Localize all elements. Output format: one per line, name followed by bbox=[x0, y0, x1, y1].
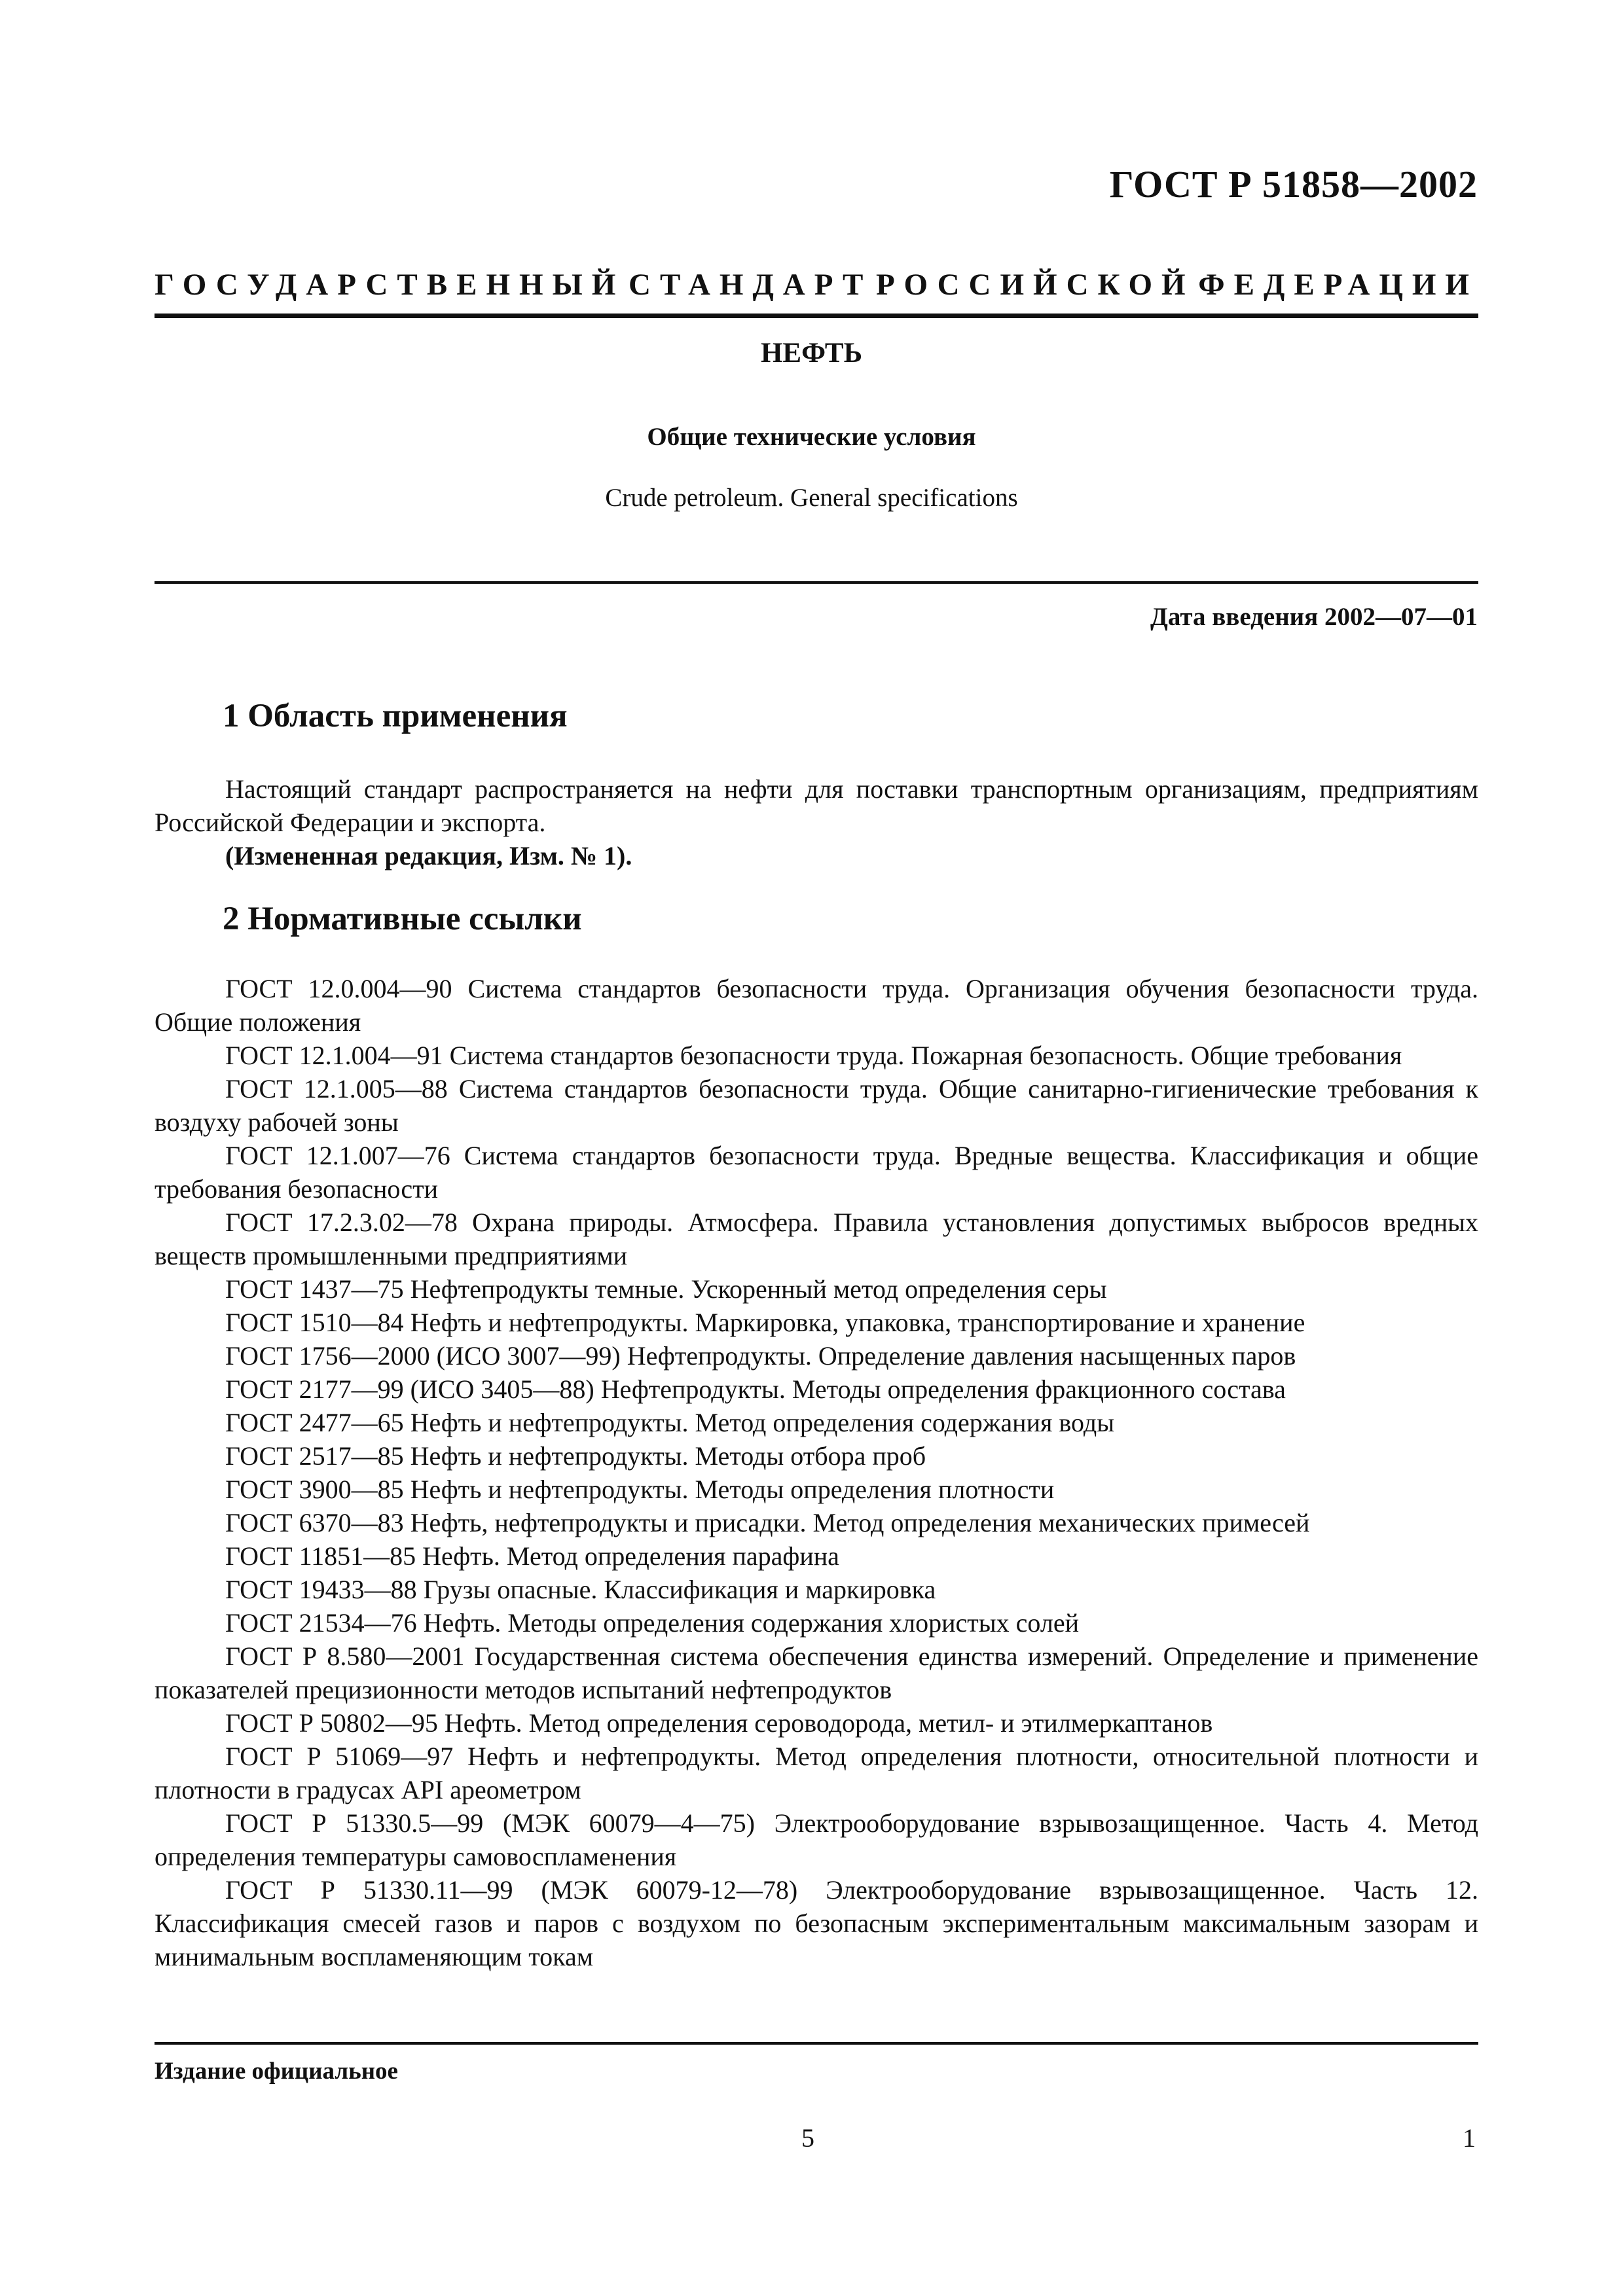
document-subtitle: Общие технические условия bbox=[647, 423, 976, 451]
reference-item: ГОСТ Р 8.580—2001 Государственная система обеспечения единства измерений. Определение и применение показателей прецизионности методов испытаний нефтепродуктов bbox=[155, 1641, 1478, 1704]
reference-item: ГОСТ 11851—85 Нефть. Метод определения парафина bbox=[225, 1541, 839, 1571]
reference-item: ГОСТ 2517—85 Нефть и нефтепродукты. Методы отбора проб bbox=[225, 1441, 926, 1471]
section-1-body bbox=[155, 772, 1478, 872]
reference-item: ГОСТ 2177—99 (ИСО 3405—88) Нефтепродукты. Методы определения фракционного состава bbox=[225, 1374, 1286, 1404]
page-number-center: 5 bbox=[801, 2123, 814, 2153]
state-standard-word: ФЕДЕРАЦИИ bbox=[1198, 268, 1478, 302]
page-number-right: 1 bbox=[1463, 2123, 1476, 2153]
state-standard-word: ГОСУДАРСТВЕННЫЙ bbox=[155, 268, 625, 302]
header-divider bbox=[155, 314, 1478, 318]
reference-item: ГОСТ 6370—83 Нефть, нефтепродукты и присадки. Метод определения механических примесей bbox=[225, 1508, 1310, 1537]
section-1-heading: 1 Область применения bbox=[223, 698, 568, 734]
document-title: НЕФТЬ bbox=[760, 338, 863, 368]
reference-item: ГОСТ 3900—85 Нефть и нефтепродукты. Методы определения плотности bbox=[225, 1475, 1055, 1504]
reference-item: ГОСТ 12.1.004—91 Система стандартов безопасности труда. Пожарная безопасность. Общие требования bbox=[225, 1041, 1402, 1070]
reference-item: ГОСТ Р 50802—95 Нефть. Метод определения сероводорода, метил- и этилмеркаптанов bbox=[225, 1708, 1213, 1738]
reference-item: ГОСТ Р 51330.5—99 (МЭК 60079—4—75) Электрооборудование взрывозащищенное. Часть 4. Метод определения температуры самовоспламенения bbox=[155, 1808, 1478, 1871]
gost-number: ГОСТ Р 51858—2002 bbox=[1109, 163, 1478, 206]
state-standard-word: РОССИЙСКОЙ bbox=[876, 268, 1195, 302]
reference-item: ГОСТ 1437—75 Нефтепродукты темные. Ускоренный метод определения серы bbox=[225, 1274, 1107, 1304]
state-standard-heading bbox=[155, 267, 1478, 302]
title-divider bbox=[155, 581, 1478, 584]
introduction-date: Дата введения 2002—07—01 bbox=[1150, 603, 1478, 631]
section-2-heading: 2 Нормативные ссылки bbox=[223, 901, 582, 937]
reference-item: ГОСТ 2477—65 Нефть и нефтепродукты. Метод определения содержания воды bbox=[225, 1408, 1115, 1437]
reference-item: ГОСТ 1756—2000 (ИСО 3007—99) Нефтепродукты. Определение давления насыщенных паров bbox=[225, 1341, 1296, 1371]
reference-item: ГОСТ 1510—84 Нефть и нефтепродукты. Маркировка, упаковка, транспортирование и хранение bbox=[225, 1308, 1305, 1337]
section-1-paragraph: Настоящий стандарт распространяется на нефти для поставки транспортным организациям, предприятиям Российской Федерации и экспорта. bbox=[155, 774, 1478, 837]
english-title: Crude petroleum. General specifications bbox=[605, 484, 1018, 512]
reference-item: ГОСТ 12.1.007—76 Система стандартов безопасности труда. Вредные вещества. Классификация и общие требования безопасности bbox=[155, 1141, 1478, 1204]
amendment-note: (Измененная редакция, Изм. № 1). bbox=[225, 841, 632, 870]
reference-item: ГОСТ 12.0.004—90 Система стандартов безопасности труда. Организация обучения безопасности труда. Общие положения bbox=[155, 974, 1478, 1037]
state-standard-word: СТАНДАРТ bbox=[629, 268, 873, 302]
reference-item: ГОСТ Р 51330.11—99 (МЭК 60079-12—78) Электрооборудование взрывозащищенное. Часть 12. Классификация смесей газов и паров с воздухом по безопасным экспериментальным максимальным зазорам и минимальным воспламеняющим токам bbox=[155, 1875, 1478, 1971]
footer-divider bbox=[155, 2042, 1478, 2045]
official-edition-label: Издание официальное bbox=[155, 2058, 398, 2085]
references-list bbox=[155, 972, 1478, 1973]
reference-item: ГОСТ 17.2.3.02—78 Охрана природы. Атмосфера. Правила установления допустимых выбросов вредных веществ промышленными предприятиями bbox=[155, 1208, 1478, 1270]
reference-item: ГОСТ 12.1.005—88 Система стандартов безопасности труда. Общие санитарно-гигиенические требования к воздуху рабочей зоны bbox=[155, 1074, 1478, 1137]
reference-item: ГОСТ 21534—76 Нефть. Методы определения содержания хлористых солей bbox=[225, 1608, 1080, 1638]
reference-item: ГОСТ 19433—88 Грузы опасные. Классификация и маркировка bbox=[225, 1575, 936, 1604]
reference-item: ГОСТ Р 51069—97 Нефть и нефтепродукты. Метод определения плотности, относительной плотности и плотности в градусах API ареометром bbox=[155, 1742, 1478, 1804]
